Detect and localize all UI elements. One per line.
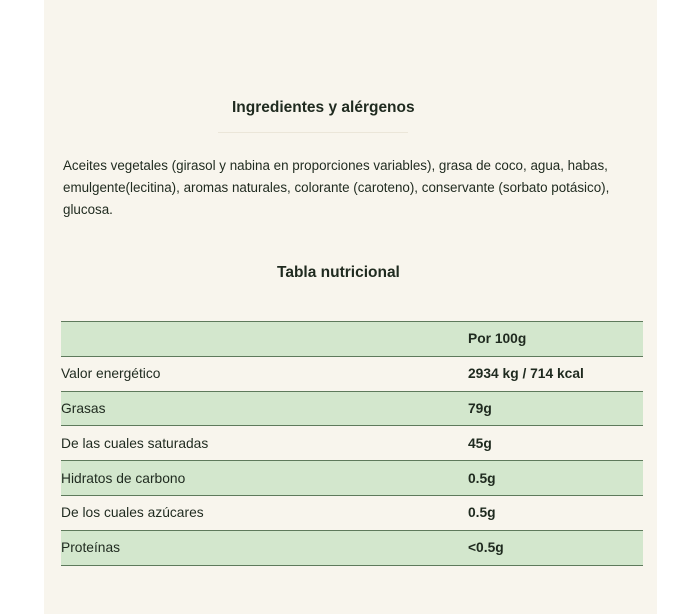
table-row [61, 495, 643, 530]
row-label: Grasas [61, 391, 468, 426]
table-header-row [61, 322, 643, 357]
nutrition-title: Tabla nutricional [277, 264, 400, 281]
nutrition-table [61, 321, 643, 566]
row-label: Proteínas [61, 530, 468, 565]
row-label: Valor energético [61, 356, 468, 391]
ingredients-text: Aceites vegetales (girasol y nabina en proporciones variables), grasa de coco, agua, habas, emulgente(lecitina), aromas naturales, colorante (caroteno), conservante (sorbato potásico), glucosa. [63, 158, 610, 217]
table-row [61, 461, 643, 496]
row-value: 79g [468, 391, 643, 426]
ingredients-title: Ingredientes y alérgenos [232, 99, 415, 116]
table-row [61, 356, 643, 391]
title-divider [218, 132, 408, 133]
table-row [61, 530, 643, 565]
header-value-cell: Por 100g [468, 322, 643, 357]
table-row [61, 391, 643, 426]
table-row [61, 426, 643, 461]
row-label: De los cuales azúcares [61, 495, 468, 530]
header-label-cell [61, 322, 468, 357]
row-value: 2934 kg / 714 kcal [468, 356, 643, 391]
row-value: 0.5g [468, 461, 643, 496]
row-label: Hidratos de carbono [61, 461, 468, 496]
row-value: 0.5g [468, 495, 643, 530]
row-label: De las cuales saturadas [61, 426, 468, 461]
row-value: 45g [468, 426, 643, 461]
row-value: <0.5g [468, 530, 643, 565]
